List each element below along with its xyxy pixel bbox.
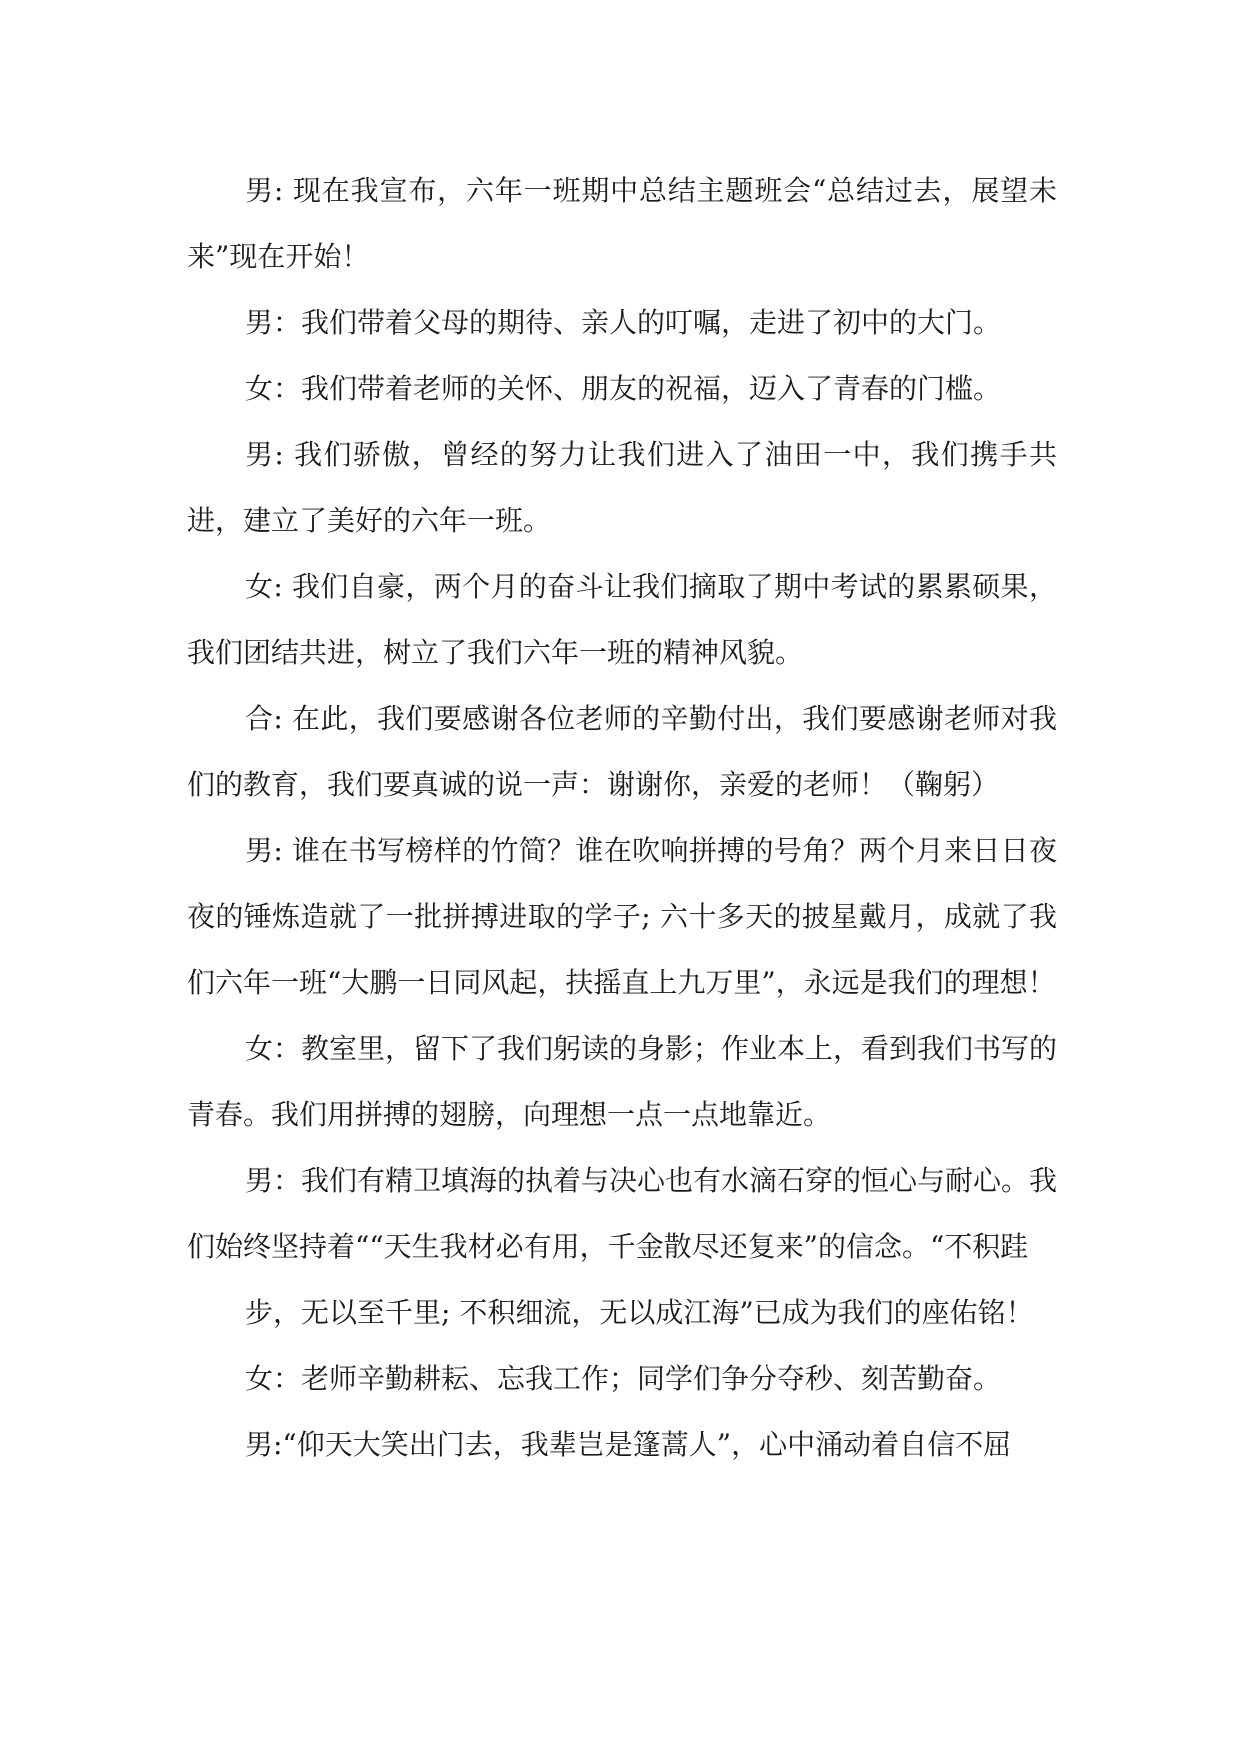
paragraph-motto: 步，无以至千里; 不积细流，无以成江海”已成为我们的座佑铭！ <box>245 1296 1034 1329</box>
paragraph-diligence: 女：老师辛勤耕耘、忘我工作；同学们争分夺秒、刻苦勤奋。 <box>245 1362 1002 1395</box>
paragraph-determination: 男：我们有精卫填海的执着与决心也有水滴石穿的恒心与耐心。我们始终坚持着““天生我材必有用，千金散尽还复来”的信念。“不积跬 <box>187 1164 1058 1263</box>
paragraph-pride-results: 女: 我们自豪，两个月的奋斗让我们摘取了期中考试的累累硕果，我们团结共进，树立了我们六年一班的精神风貌。 <box>187 570 1057 669</box>
paragraph-confidence: 男:“仰天大笑出门去，我辈岂是篷蒿人”，心中涌动着自信不屈 <box>245 1428 1012 1461</box>
paragraph-teachers-care: 女：我们带着老师的关怀、朋友的祝福，迈入了青春的门槛。 <box>245 372 1002 405</box>
paragraph-who-writes: 男: 谁在书写榜样的竹简？谁在吹响拼搏的号角？两个月来日日夜夜的锤炼造就了一批拼搏进取的学子; 六十多天的披星戴月，成就了我们六年一班“大鹏一日同风起，扶摇直上九万里”，永远是我们的理想！ <box>187 834 1057 999</box>
paragraph-proud: 男: 我们骄傲，曾经的努力让我们进入了油田一中，我们携手共进，建立了美好的六年一班。 <box>187 438 1057 537</box>
document-body <box>187 158 1057 1478</box>
paragraph-announcement: 男: 现在我宣布，六年一班期中总结主题班会“总结过去，展望未来”现在开始！ <box>187 174 1057 273</box>
paragraph-thanks: 合: 在此，我们要感谢各位老师的辛勤付出，我们要感谢老师对我们的教育，我们要真诚的说一声：谢谢你，亲爱的老师！（鞠躬） <box>187 702 1057 801</box>
paragraph-classroom: 女：教室里，留下了我们躬读的身影；作业本上，看到我们书写的青春。我们用拼搏的翅膀，向理想一点一点地靠近。 <box>187 1032 1058 1131</box>
paragraph-parents: 男：我们带着父母的期待、亲人的叮嘱，走进了初中的大门。 <box>245 306 1002 339</box>
